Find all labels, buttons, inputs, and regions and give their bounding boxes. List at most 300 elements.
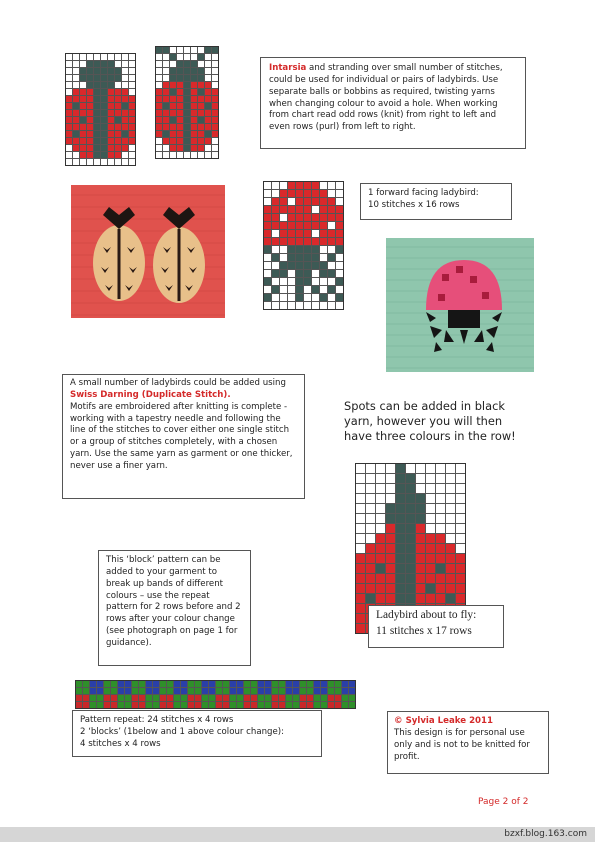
chart-stitch [94,82,100,88]
chart-stitch [320,278,327,285]
chart-stitch [66,96,72,102]
chart-stitch [87,82,93,88]
chart-stitch [456,544,465,553]
chart-stitch [376,544,385,553]
chart-stitch [122,159,128,165]
chart-stitch [406,574,415,583]
copyright-text: This design is for personal use only and is not to be knitted for profit. [394,727,530,762]
chart-stitch [212,131,218,137]
chart-stitch [163,61,169,67]
chart-stitch [209,695,215,701]
chart-stitch [456,514,465,523]
ladybird-chart-small-1 [65,53,136,166]
chart-stitch [320,270,327,277]
chart-stitch [426,534,435,543]
chart-stitch [108,131,114,137]
chart-stitch [251,702,257,708]
pattern-caption-line-2: 2 ‘blocks’ (1below and 1 above colour change): [80,726,285,737]
chart-stitch [108,103,114,109]
chart-stitch [336,182,343,189]
chart-stitch [212,124,218,130]
chart-stitch [184,131,190,137]
copyright-box [387,711,549,774]
chart-stitch [296,222,303,229]
chart-stitch [296,206,303,213]
chart-stitch [264,262,271,269]
chart-stitch [163,131,169,137]
chart-stitch [163,138,169,144]
chart-stitch [366,464,375,473]
chart-stitch [129,159,135,165]
chart-stitch [312,262,319,269]
chart-stitch [160,695,166,701]
chart-stitch [83,695,89,701]
chart-stitch [288,230,295,237]
chart-stitch [296,182,303,189]
chart-stitch [177,82,183,88]
chart-stitch [146,688,152,694]
chart-stitch [279,681,285,687]
chart-stitch [115,54,121,60]
chart-stitch [456,484,465,493]
chart-stitch [296,254,303,261]
chart-stitch [230,688,236,694]
chart-stitch [265,695,271,701]
intarsia-highlight: Intarsia [269,63,307,73]
chart-stitch [66,145,72,151]
chart-stitch [304,278,311,285]
chart-stitch [170,47,176,53]
chart-stitch [83,702,89,708]
chart-stitch [66,61,72,67]
chart-stitch [396,474,405,483]
fly-caption-line-1: Ladybird about to fly: [376,609,477,621]
chart-stitch [312,294,319,301]
chart-stitch [97,702,103,708]
chart-stitch [101,96,107,102]
chart-stitch [386,504,395,513]
chart-stitch [170,110,176,116]
chart-stitch [272,190,279,197]
chart-stitch [170,68,176,74]
chart-stitch [76,695,82,701]
chart-stitch [258,681,264,687]
chart-stitch [314,702,320,708]
chart-stitch [386,564,395,573]
watermark: bzxf.blog.163.com [504,829,587,839]
swiss-darning-note [62,374,305,499]
chart-stitch [170,54,176,60]
chart-stitch [129,61,135,67]
chart-stitch [108,75,114,81]
chart-stitch [272,222,279,229]
chart-stitch [94,124,100,130]
chart-stitch [406,524,415,533]
chart-stitch [312,222,319,229]
chart-stitch [336,198,343,205]
chart-stitch [396,524,405,533]
chart-stitch [288,198,295,205]
chart-stitch [272,302,279,309]
chart-stitch [66,54,72,60]
chart-stitch [376,474,385,483]
chart-stitch [198,110,204,116]
chart-stitch [300,702,306,708]
chart-stitch [386,534,395,543]
chart-stitch [153,688,159,694]
chart-stitch [304,222,311,229]
chart-stitch [456,474,465,483]
chart-stitch [209,681,215,687]
chart-stitch [115,145,121,151]
chart-stitch [87,124,93,130]
chart-stitch [122,145,128,151]
chart-stitch [73,110,79,116]
chart-stitch [328,278,335,285]
chart-stitch [376,504,385,513]
page-number: Page 2 of 2 [478,797,529,807]
forward-ladybird-chart [263,181,344,310]
chart-stitch [312,214,319,221]
chart-stitch [279,688,285,694]
chart-stitch [356,464,365,473]
chart-stitch [170,75,176,81]
chart-stitch [198,124,204,130]
chart-stitch [446,574,455,583]
chart-stitch [320,214,327,221]
chart-stitch [66,68,72,74]
chart-stitch [156,138,162,144]
chart-stitch [108,159,114,165]
chart-stitch [356,524,365,533]
chart-stitch [366,524,375,533]
chart-stitch [272,238,279,245]
chart-stitch [115,131,121,137]
chart-stitch [66,110,72,116]
chart-stitch [163,103,169,109]
chart-stitch [288,214,295,221]
chart-stitch [212,89,218,95]
pattern-repeat-caption [72,710,322,757]
chart-stitch [108,54,114,60]
chart-stitch [177,124,183,130]
chart-stitch [328,206,335,213]
chart-stitch [153,695,159,701]
chart-stitch [416,474,425,483]
chart-stitch [167,695,173,701]
chart-stitch [87,61,93,67]
block-pattern-chart [75,680,356,709]
chart-stitch [320,230,327,237]
chart-stitch [376,574,385,583]
chart-stitch [181,681,187,687]
chart-stitch [304,182,311,189]
chart-stitch [366,494,375,503]
chart-stitch [272,198,279,205]
chart-stitch [288,278,295,285]
chart-stitch [279,702,285,708]
chart-stitch [212,138,218,144]
chart-stitch [456,584,465,593]
chart-stitch [320,294,327,301]
chart-stitch [272,688,278,694]
chart-stitch [111,695,117,701]
chart-stitch [320,206,327,213]
chart-stitch [366,514,375,523]
chart-stitch [73,61,79,67]
chart-stitch [212,103,218,109]
chart-stitch [111,688,117,694]
chart-stitch [122,152,128,158]
chart-stitch [426,504,435,513]
chart-stitch [205,89,211,95]
chart-stitch [312,238,319,245]
chart-stitch [320,286,327,293]
chart-stitch [202,688,208,694]
chart-stitch [188,702,194,708]
chart-stitch [212,110,218,116]
chart-stitch [288,206,295,213]
chart-stitch [129,89,135,95]
chart-stitch [328,230,335,237]
chart-stitch [216,695,222,701]
chart-stitch [336,238,343,245]
chart-stitch [356,534,365,543]
chart-stitch [177,138,183,144]
chart-stitch [198,103,204,109]
chart-stitch [406,554,415,563]
chart-stitch [156,89,162,95]
chart-stitch [426,474,435,483]
chart-stitch [446,554,455,563]
chart-stitch [264,238,271,245]
chart-stitch [80,159,86,165]
chart-stitch [286,681,292,687]
chart-stitch [265,702,271,708]
chart-stitch [406,534,415,543]
chart-stitch [177,145,183,151]
chart-stitch [288,222,295,229]
chart-stitch [456,554,465,563]
chart-stitch [288,302,295,309]
chart-stitch [280,230,287,237]
chart-stitch [146,695,152,701]
chart-stitch [272,214,279,221]
chart-stitch [80,96,86,102]
chart-stitch [272,286,279,293]
chart-stitch [80,131,86,137]
chart-stitch [90,702,96,708]
chart-stitch [212,75,218,81]
chart-stitch [87,131,93,137]
chart-stitch [167,688,173,694]
chart-stitch [376,494,385,503]
chart-stitch [125,695,131,701]
chart-stitch [264,246,271,253]
chart-stitch [212,117,218,123]
chart-stitch [304,246,311,253]
chart-stitch [376,584,385,593]
chart-stitch [264,206,271,213]
chart-stitch [376,554,385,563]
chart-stitch [198,117,204,123]
chart-stitch [108,61,114,67]
chart-stitch [94,145,100,151]
chart-stitch [223,695,229,701]
chart-stitch [177,110,183,116]
chart-stitch [191,96,197,102]
chart-stitch [328,286,335,293]
chart-stitch [115,82,121,88]
chart-stitch [160,688,166,694]
chart-stitch [296,302,303,309]
chart-stitch [356,544,365,553]
chart-stitch [73,103,79,109]
chart-stitch [356,604,365,613]
chart-stitch [170,138,176,144]
chart-stitch [174,688,180,694]
chart-stitch [312,278,319,285]
chart-stitch [80,145,86,151]
chart-stitch [170,61,176,67]
chart-stitch [307,702,313,708]
chart-stitch [456,494,465,503]
chart-stitch [73,159,79,165]
chart-stitch [406,564,415,573]
chart-stitch [288,190,295,197]
block-note-text: This ‘block’ pattern can be added to your garment to break up bands of different colours – use the repeat pattern for 2 rows before and 2 rows after your colour change (see photograph on page 1 for guidance). [106,555,241,649]
chart-stitch [336,222,343,229]
chart-stitch [272,270,279,277]
chart-stitch [230,702,236,708]
chart-stitch [312,302,319,309]
chart-stitch [163,89,169,95]
chart-stitch [264,294,271,301]
chart-stitch [349,702,355,708]
chart-stitch [205,61,211,67]
chart-stitch [436,484,445,493]
chart-stitch [153,702,159,708]
chart-stitch [416,584,425,593]
chart-stitch [446,504,455,513]
chart-stitch [366,544,375,553]
chart-stitch [191,152,197,158]
chart-stitch [87,96,93,102]
chart-stitch [94,117,100,123]
chart-stitch [320,222,327,229]
chart-stitch [146,702,152,708]
chart-stitch [205,103,211,109]
chart-stitch [376,524,385,533]
chart-stitch [167,702,173,708]
chart-stitch [205,54,211,60]
chart-stitch [122,124,128,130]
chart-stitch [76,688,82,694]
chart-stitch [108,138,114,144]
chart-stitch [177,54,183,60]
chart-stitch [356,514,365,523]
chart-stitch [349,681,355,687]
chart-stitch [356,554,365,563]
chart-stitch [426,524,435,533]
chart-stitch [115,152,121,158]
swiss-highlight: Swiss Darning (Duplicate Stitch). [70,389,231,400]
chart-stitch [296,198,303,205]
swiss-text-1: A small number of ladybirds could be added using [70,378,286,388]
chart-stitch [163,117,169,123]
chart-stitch [272,278,279,285]
chart-stitch [396,504,405,513]
chart-stitch [94,68,100,74]
chart-stitch [446,524,455,533]
chart-stitch [312,286,319,293]
chart-stitch [312,190,319,197]
chart-stitch [66,159,72,165]
chart-stitch [156,47,162,53]
chart-stitch [436,524,445,533]
chart-stitch [406,504,415,513]
chart-stitch [312,246,319,253]
chart-stitch [386,484,395,493]
chart-stitch [66,103,72,109]
chart-stitch [205,47,211,53]
chart-stitch [205,82,211,88]
chart-stitch [328,254,335,261]
chart-stitch [108,145,114,151]
chart-stitch [426,544,435,553]
chart-stitch [163,145,169,151]
chart-stitch [436,544,445,553]
chart-stitch [115,117,121,123]
chart-stitch [115,159,121,165]
chart-stitch [293,688,299,694]
chart-stitch [115,89,121,95]
chart-stitch [181,702,187,708]
chart-stitch [293,695,299,701]
chart-stitch [296,214,303,221]
chart-stitch [436,564,445,573]
chart-stitch [446,534,455,543]
chart-stitch [87,54,93,60]
chart-stitch [101,110,107,116]
chart-stitch [66,75,72,81]
copyright-title: © Sylvia Leake 2011 [394,716,493,726]
chart-stitch [366,484,375,493]
chart-stitch [87,159,93,165]
chart-stitch [115,138,121,144]
chart-stitch [163,96,169,102]
chart-stitch [436,464,445,473]
chart-stitch [188,681,194,687]
chart-stitch [80,152,86,158]
chart-stitch [184,82,190,88]
chart-stitch [209,702,215,708]
chart-stitch [129,103,135,109]
chart-stitch [280,270,287,277]
chart-stitch [366,534,375,543]
chart-stitch [280,294,287,301]
chart-stitch [296,190,303,197]
chart-stitch [342,688,348,694]
chart-stitch [101,103,107,109]
chart-stitch [139,688,145,694]
chart-stitch [73,89,79,95]
chart-stitch [328,702,334,708]
chart-stitch [115,96,121,102]
chart-stitch [94,96,100,102]
chart-stitch [335,688,341,694]
chart-stitch [272,681,278,687]
